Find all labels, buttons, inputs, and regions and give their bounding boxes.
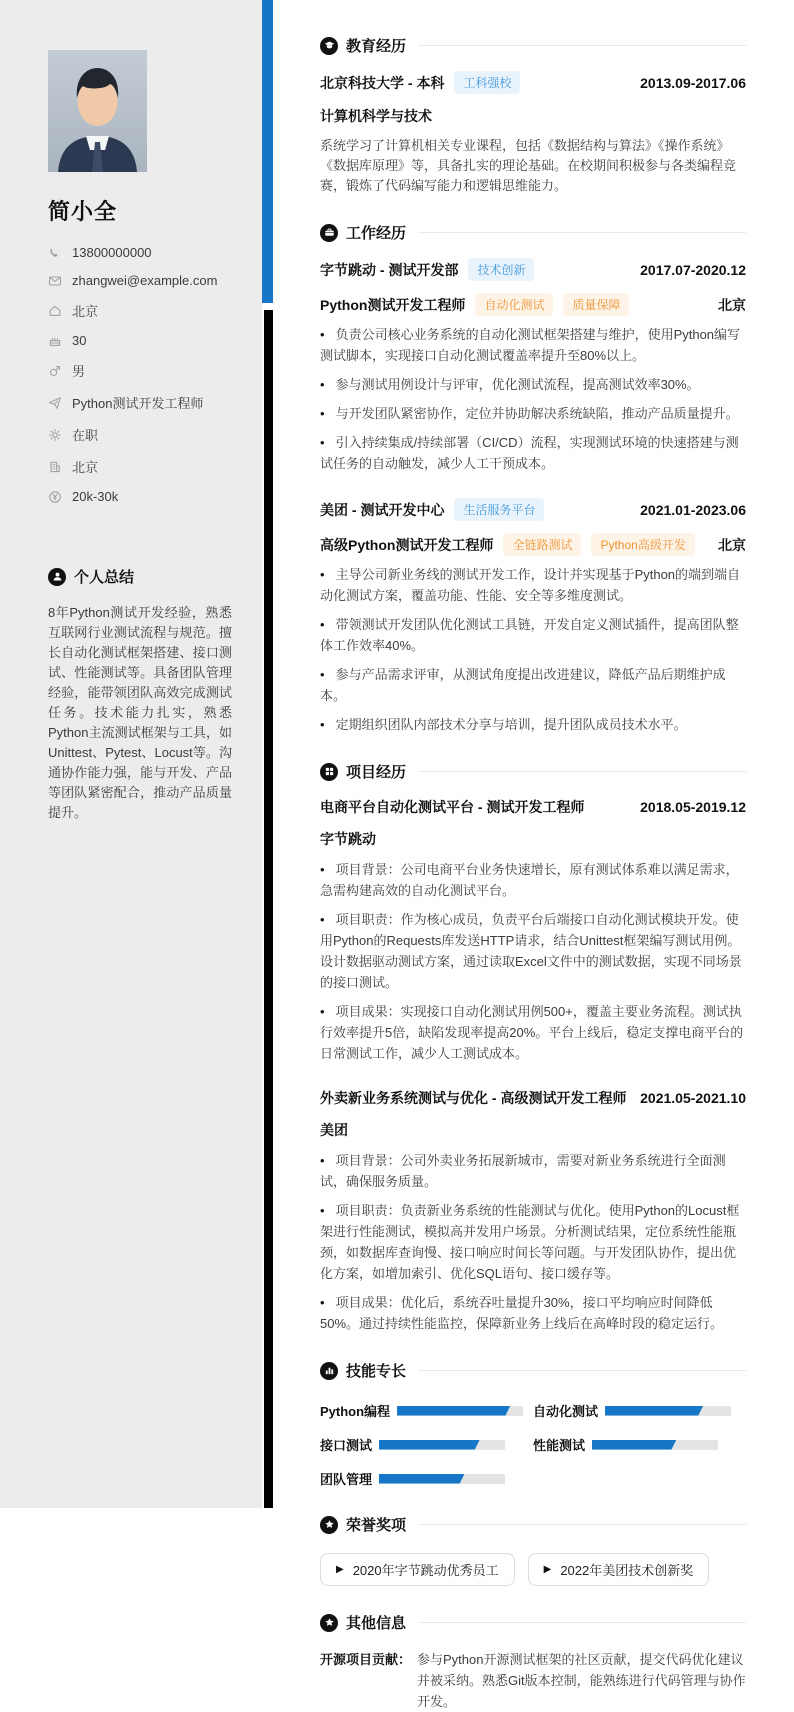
role-badge: 自动化测试 xyxy=(475,293,553,316)
skill-label: 性能测试 xyxy=(533,1438,586,1453)
bullet-dot: • xyxy=(320,912,325,927)
contact-status xyxy=(48,425,232,444)
project-name: 电商平台自动化测试平台 - 测试开发工程师 xyxy=(320,799,585,815)
skill-label: 接口测试 xyxy=(320,1438,373,1453)
contact-city-value: 北京 xyxy=(72,460,99,475)
bullet-dot: • xyxy=(320,862,325,877)
skills-section xyxy=(320,1360,746,1488)
project-dates: 2018.05-2019.12 xyxy=(640,799,746,815)
contact-salary-value: 20k-30k xyxy=(72,489,119,504)
skill-bar xyxy=(379,1474,505,1484)
city-icon xyxy=(48,460,62,474)
divider xyxy=(418,45,746,46)
skill-item xyxy=(533,1401,746,1420)
role-badge: 全链路测试 xyxy=(503,533,581,556)
work-section xyxy=(320,222,746,735)
company-name: 美团 - 测试开发中心 xyxy=(320,501,445,518)
gender-icon xyxy=(48,364,62,378)
contact-city xyxy=(48,457,232,476)
project-bullet: • 项目背景：公司电商平台业务快速增长，原有测试体系难以满足需求，急需构建高效的自动化测试平台。 xyxy=(320,862,739,898)
play-icon: ▶ xyxy=(336,1564,344,1575)
person-icon xyxy=(48,568,66,586)
bar-chart-icon xyxy=(320,1362,338,1380)
bullet-dot: • xyxy=(320,567,325,582)
contact-phone-value: 13800000000 xyxy=(72,245,152,260)
contact-email-value: zhangwei@example.com xyxy=(72,273,218,288)
honor-pill[interactable] xyxy=(528,1553,710,1586)
bullet-dot: • xyxy=(320,717,325,732)
job-location: 北京 xyxy=(718,296,746,313)
job-bullet: • 参与产品需求评审，从测试角度提出改进建议，降低产品后期维护成本。 xyxy=(320,667,726,703)
job-role: 高级Python测试开发工程师 xyxy=(320,536,494,553)
contact-home xyxy=(48,301,232,320)
phone-icon xyxy=(48,246,62,260)
work-title: 工作经历 xyxy=(346,225,407,242)
contact-email xyxy=(48,273,232,288)
job-bullet: • 参与测试用例设计与评审，优化测试流程，提高测试效率30%。 xyxy=(320,377,700,392)
divider xyxy=(418,771,746,772)
skill-item xyxy=(320,1435,533,1454)
skill-bar xyxy=(592,1440,718,1450)
honor-label: 2020年字节跳动优秀员工 xyxy=(352,1563,499,1578)
contact-position-value: Python测试开发工程师 xyxy=(72,396,204,411)
info-star-icon xyxy=(320,1614,338,1632)
scrollbar-track[interactable] xyxy=(264,310,273,1508)
contact-gender-value: 男 xyxy=(72,364,86,379)
salary-icon xyxy=(48,490,62,504)
school-name: 北京科技大学 - 本科 xyxy=(320,74,445,91)
skill-label: Python编程 xyxy=(320,1404,391,1419)
education-description: 系统学习了计算机相关专业课程，包括《数据结构与算法》《操作系统》《数据库原理》等，具备扎实的理论基础。在校期间积极参与各类编程竞赛，锻炼了代码编写能力和逻辑思维能力。 xyxy=(320,138,737,193)
home-icon xyxy=(48,304,62,318)
contact-home-value: 北京 xyxy=(72,304,99,319)
school-badge: 工科强校 xyxy=(454,71,520,94)
skill-bar xyxy=(379,1440,505,1450)
bullet-dot: • xyxy=(320,667,325,682)
education-title: 教育经历 xyxy=(346,38,407,55)
briefcase-icon xyxy=(320,224,338,242)
job-bullet: • 与开发团队紧密协作，定位并协助解决系统缺陷，推动产品质量提升。 xyxy=(320,406,739,421)
project-bullet: • 项目职责：作为核心成员，负责平台后端接口自动化测试模块开发。使用Python的Requests库发送HTTP请求，结合Unittest框架编写测试用例。设计数据驱动测试方案，通过读取Excel文件中的测试数据，实现不同场景的接口测试。 xyxy=(320,912,742,990)
contact-list xyxy=(48,245,232,504)
honor-list xyxy=(320,1553,746,1586)
contact-age-value: 30 xyxy=(72,333,87,348)
project-name: 外卖新业务系统测试与优化 - 高级测试开发工程师 xyxy=(320,1090,627,1106)
contact-status-value: 在职 xyxy=(72,428,99,443)
age-icon xyxy=(48,334,62,348)
skill-label: 团队管理 xyxy=(320,1472,373,1487)
project-entry xyxy=(320,1088,746,1334)
contact-position xyxy=(48,393,232,412)
project-org: 字节跳动 xyxy=(320,831,376,847)
role-badge: 质量保障 xyxy=(563,293,629,316)
job-dates: 2021.01-2023.06 xyxy=(640,501,746,518)
bullet-dot: • xyxy=(320,1203,325,1218)
contact-gender xyxy=(48,361,232,380)
bullet-dot: • xyxy=(320,617,325,632)
job-bullet: • 引入持续集成/持续部署（CI/CD）流程，实现测试环境的快速搭建与测试任务的自动触发，减少人工干预成本。 xyxy=(320,435,739,471)
resume-main xyxy=(273,0,794,1709)
honor-label: 2022年美团技术创新奖 xyxy=(560,1563,694,1578)
projects-section xyxy=(320,761,746,1334)
contact-salary xyxy=(48,489,232,504)
company-name: 字节跳动 - 测试开发部 xyxy=(320,261,459,278)
sidebar xyxy=(0,0,262,1508)
grid-icon xyxy=(320,763,338,781)
candidate-name: 简小全 xyxy=(48,199,118,224)
project-dates: 2021.05-2021.10 xyxy=(640,1090,746,1106)
other-info-row xyxy=(320,1649,746,1712)
skill-bar xyxy=(397,1406,523,1416)
scrollbar-thumb[interactable] xyxy=(262,0,273,303)
play-icon: ▶ xyxy=(543,1564,552,1575)
project-entry xyxy=(320,797,746,1064)
bullet-dot: • xyxy=(320,327,325,342)
other-label: 开源项目贡献： xyxy=(320,1652,412,1667)
contact-age xyxy=(48,333,232,348)
skill-item xyxy=(320,1469,533,1488)
position-icon xyxy=(48,396,62,410)
bullet-dot: • xyxy=(320,1295,325,1310)
other-text: 参与Python开源测试框架的社区贡献，提交代码优化建议并被采纳。熟悉Git版本控制，能熟练进行代码管理与协作开发。 xyxy=(417,1652,746,1709)
education-section xyxy=(320,35,746,196)
project-org: 美团 xyxy=(320,1122,348,1138)
award-star-icon xyxy=(320,1516,338,1534)
role-badge: Python高级开发 xyxy=(591,533,694,556)
profile-photo xyxy=(48,50,147,172)
bullet-dot: • xyxy=(320,1004,325,1019)
other-title: 其他信息 xyxy=(346,1615,407,1632)
job-dates: 2017.07-2020.12 xyxy=(640,261,746,278)
job-location: 北京 xyxy=(718,536,746,553)
personal-summary-section xyxy=(48,566,232,823)
job-bullet: • 负责公司核心业务系统的自动化测试框架搭建与维护，使用Python编写测试脚本，实现接口自动化测试覆盖率提升至80%以上。 xyxy=(320,327,741,363)
major: 计算机科学与技术 xyxy=(320,108,432,124)
bullet-dot: • xyxy=(320,377,325,392)
job-entry xyxy=(320,258,746,474)
divider xyxy=(418,1622,746,1623)
status-icon xyxy=(48,428,62,442)
bullet-dot: • xyxy=(320,406,325,421)
company-badge: 生活服务平台 xyxy=(454,498,544,521)
mail-icon xyxy=(48,274,62,288)
job-bullet: • 定期组织团队内部技术分享与培训，提升团队成员技术水平。 xyxy=(320,717,687,732)
project-bullet: • 项目职责：负责新业务系统的性能测试与优化。使用Python的Locust框架进行性能测试，模拟高并发用户场景。分析测试结果，定位系统性能瓶颈，如数据库查询慢、接口响应时间长等问题。与开发团队协作，提出优化方案，如增加索引、优化SQL语句、接口缓存等。 xyxy=(320,1203,740,1281)
scrollbar[interactable] xyxy=(262,0,273,1508)
job-role: Python测试开发工程师 xyxy=(320,296,466,313)
job-bullet: • 主导公司新业务线的测试开发工作，设计并实现基于Python的端到端自动化测试方案，覆盖功能、性能、安全等多维度测试。 xyxy=(320,567,741,603)
skills-title: 技能专长 xyxy=(346,1363,407,1380)
honors-section xyxy=(320,1514,746,1586)
education-dates: 2013.09-2017.06 xyxy=(640,74,746,91)
skill-bar xyxy=(605,1406,731,1416)
honors-title: 荣誉奖项 xyxy=(346,1517,407,1534)
honor-pill[interactable] xyxy=(320,1553,515,1586)
project-bullet: • 项目背景：公司外卖业务拓展新城市，需要对新业务系统进行全面测试，确保服务质量。 xyxy=(320,1153,726,1189)
other-section xyxy=(320,1612,746,1712)
skill-grid xyxy=(320,1401,746,1488)
job-bullet: • 带领测试开发团队优化测试工具链，开发自定义测试插件，提高团队整体工作效率40%。 xyxy=(320,617,739,653)
skill-item xyxy=(533,1435,746,1454)
graduation-cap-icon xyxy=(320,37,338,55)
contact-phone xyxy=(48,245,232,260)
summary-text: 8年Python测试开发经验，熟悉互联网行业测试流程与规范。擅长自动化测试框架搭建、接口测试、性能测试等。具备团队管理经验，能带领团队高效完成测试任务。技术能力扎实，熟悉Python主流测试框架与工具，如Unittest、Pytest、Locust等。沟通协作能力强，能与开发、产品等团队紧密配合，推动产品质量提升。 xyxy=(48,605,232,820)
project-bullet: • 项目成果：优化后，系统吞吐量提升30%，接口平均响应时间降低50%。通过持续性能监控，保障新业务上线后在高峰时段的稳定运行。 xyxy=(320,1295,724,1331)
skill-label: 自动化测试 xyxy=(533,1404,599,1419)
skill-item xyxy=(320,1401,533,1420)
bullet-dot: • xyxy=(320,1153,325,1168)
company-badge: 技术创新 xyxy=(468,258,534,281)
project-bullet: • 项目成果：实现接口自动化测试用例500+，覆盖主要业务流程。测试执行效率提升5倍，缺陷发现率提高20%。平台上线后，稳定支撑电商平台的日常测试工作，减少人工测试成本。 xyxy=(320,1004,744,1061)
bullet-dot: • xyxy=(320,435,325,450)
job-entry xyxy=(320,498,746,735)
divider xyxy=(418,1370,746,1371)
projects-title: 项目经历 xyxy=(346,764,407,781)
divider xyxy=(418,1524,746,1525)
divider xyxy=(418,232,746,233)
summary-title: 个人总结 xyxy=(74,569,135,586)
